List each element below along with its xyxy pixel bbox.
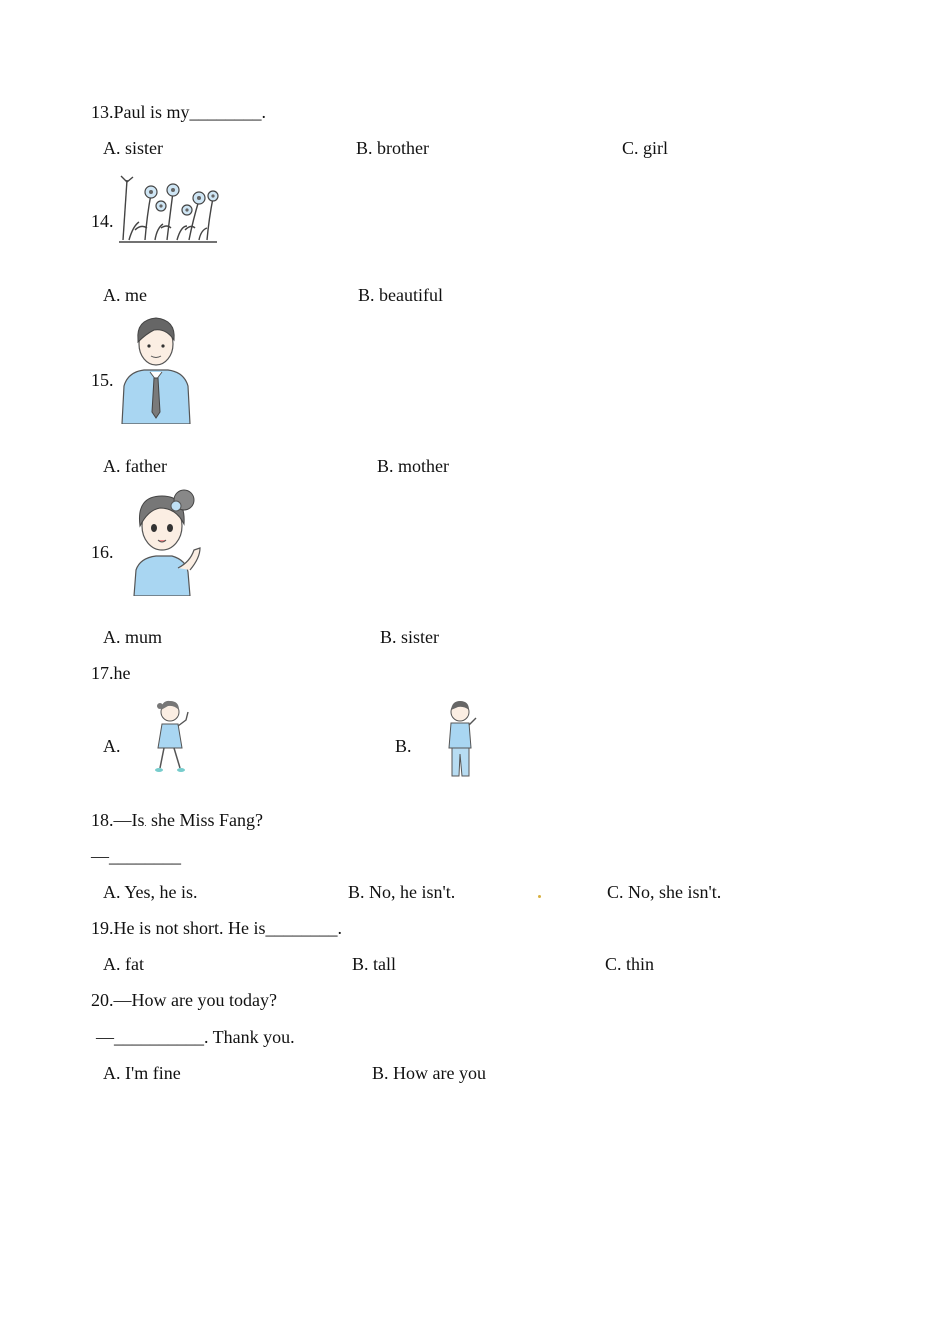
boy-figure-option-b[interactable] <box>440 698 482 782</box>
question-14-number: 14. <box>91 211 114 231</box>
question-20-option-a[interactable]: A. I'm fine <box>103 1063 181 1083</box>
question-16-option-b[interactable]: B. sister <box>380 627 440 647</box>
question-16-option-a[interactable]: A. mum <box>103 627 163 647</box>
girl-illustration <box>120 488 204 596</box>
question-13-option-b[interactable]: B. brother <box>356 138 429 158</box>
question-15-option-b[interactable]: B. mother <box>377 456 449 476</box>
question-18-option-c[interactable]: C. No, she isn't. <box>607 882 722 902</box>
question-20-stem: 20.—How are you today? <box>91 990 277 1010</box>
question-18-answer-line: —________ <box>91 846 181 866</box>
stray-dot <box>538 895 541 898</box>
question-16-number: 16. <box>91 542 114 562</box>
question-15-option-a[interactable]: A. father <box>103 456 167 476</box>
question-18-option-a[interactable]: A. Yes, he is. <box>103 882 198 902</box>
question-19-option-a[interactable]: A. fat <box>103 954 144 974</box>
question-17-option-b[interactable]: B. <box>395 736 412 756</box>
question-13-option-a[interactable]: A. sister <box>103 138 163 158</box>
question-17-option-a[interactable]: A. <box>103 736 121 756</box>
question-17-stem: 17.he <box>91 663 131 683</box>
question-19-option-b[interactable]: B. tall <box>352 954 396 974</box>
question-18-stem: 18.—Is. she Miss Fang? <box>91 810 263 830</box>
question-20-answer-line: —__________. Thank you. <box>96 1027 295 1047</box>
question-13-stem: 13.Paul is my________. <box>91 102 267 122</box>
question-15-number: 15. <box>91 370 114 390</box>
question-14-option-a[interactable]: A. me <box>103 285 147 305</box>
father-illustration <box>118 316 194 424</box>
question-13-option-c[interactable]: C. girl <box>622 138 669 158</box>
question-19-option-c[interactable]: C. thin <box>605 954 655 974</box>
question-20-option-b[interactable]: B. How are you <box>372 1063 486 1083</box>
question-19-stem: 19.He is not short. He is________. <box>91 918 342 938</box>
girl-figure-option-a[interactable] <box>148 698 196 778</box>
question-18-option-b[interactable]: B. No, he isn't. <box>348 882 456 902</box>
flowers-illustration <box>115 170 220 244</box>
question-14-option-b[interactable]: B. beautiful <box>358 285 443 305</box>
